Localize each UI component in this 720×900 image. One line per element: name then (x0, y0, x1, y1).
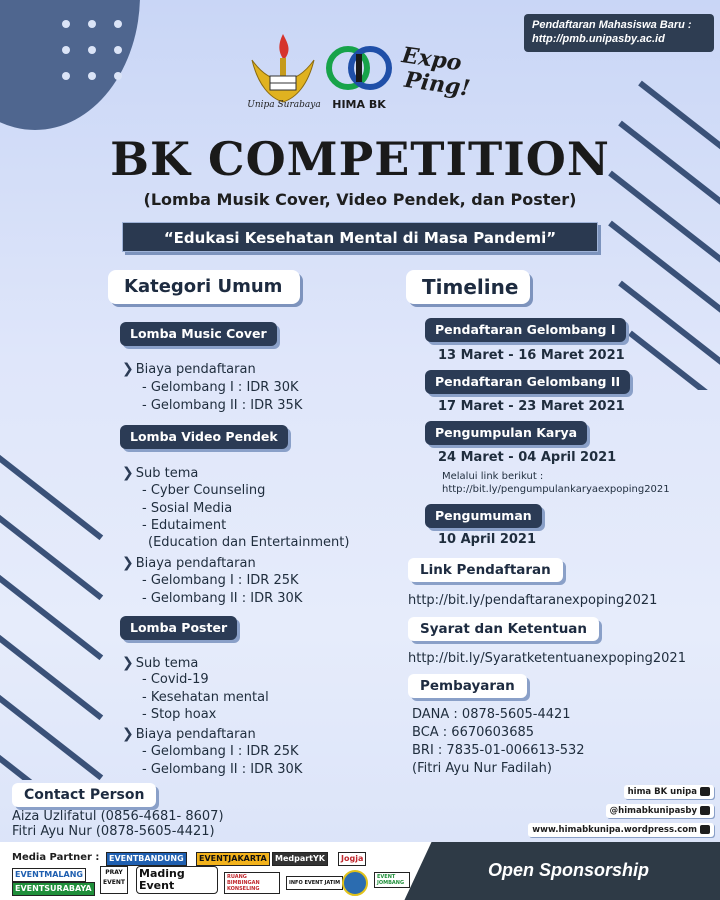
video-subtema-label: ❯ Sub tema (122, 465, 199, 481)
wordpress-icon (700, 825, 710, 834)
partner-logo-pray-event: PRAY EVENT (100, 866, 128, 894)
timeline-item-3-note: Melalui link berikut : (442, 471, 544, 482)
youtube-icon (700, 787, 710, 796)
syarat-ketentuan-label: Syarat dan Ketentuan (408, 617, 599, 641)
timeline-item-1-date: 13 Maret - 16 Maret 2021 (438, 348, 625, 363)
instagram-handle: @himabkunipasby (609, 806, 697, 816)
kategori-heading: Kategori Umum (108, 270, 300, 304)
music-biaya-label: ❯ Biaya pendaftaran (122, 361, 256, 377)
timeline-item-2-date: 17 Maret - 23 Maret 2021 (438, 399, 625, 414)
partner-logo-eventjakarta: EVENTJAKARTA (196, 852, 270, 866)
timeline-item-3-label: Pengumpulan Karya (425, 421, 587, 445)
pembayaran-line-3: BRI : 7835-01-006613-532 (412, 743, 585, 758)
hima-bk-logo-icon (326, 40, 392, 98)
youtube-handle: hima BK unipa (627, 787, 697, 797)
poster-fee-2: - Gelombang II : IDR 30K (142, 762, 303, 777)
pengumpulan-karya-link[interactable]: http://bit.ly/pengumpulankaryaexpoping2021 (442, 484, 670, 495)
theme-banner: “Edukasi Kesehatan Mental di Masa Pandemi” (122, 222, 598, 252)
website-tag[interactable] (528, 823, 714, 837)
unipa-logo-text: Unipa Surabaya (247, 100, 321, 110)
timeline-item-1-label: Pendaftaran Gelombang I (425, 318, 626, 342)
chevron-right-icon: ❯ (122, 655, 134, 671)
partner-logo-ruang-bk: RUANG BIMBINGAN KONSELING (224, 872, 280, 894)
partner-logo-event-jombang: EVENT JOMBANG (374, 872, 410, 888)
expo-ping-logo (397, 43, 475, 101)
timeline-item-2-label: Pendaftaran Gelombang II (425, 370, 630, 394)
chevron-right-icon: ❯ (122, 361, 134, 377)
partner-logo-mading-event: Mading Event (136, 866, 218, 894)
expo-logo-line1: Expo (400, 42, 464, 77)
partner-logo-jogja: Jogja (338, 852, 366, 866)
dots-decoration (60, 18, 130, 88)
link-pendaftaran-url[interactable]: http://bit.ly/pendaftaranexpoping2021 (408, 593, 658, 608)
poster-subtema-1: - Covid-19 (142, 672, 209, 687)
timeline-heading: Timeline (406, 270, 530, 304)
pembayaran-line-1: DANA : 0878-5605-4421 (412, 707, 571, 722)
video-subtema-3: - Edutaiment (142, 518, 227, 533)
video-subtema-2: - Sosial Media (142, 501, 233, 516)
partner-logo-eventbandung: EVENTBANDUNG (106, 852, 187, 866)
lomba-video-pendek-label: Lomba Video Pendek (120, 425, 288, 449)
partner-logo-info-event-jatim: INFO EVENT JATIM (286, 876, 343, 890)
pembayaran-line-4: (Fitri Ayu Nur Fadilah) (412, 761, 552, 776)
poster-biaya-label: ❯ Biaya pendaftaran (122, 726, 256, 742)
poster-fee-1: - Gelombang I : IDR 25K (142, 744, 299, 759)
lomba-music-cover-label: Lomba Music Cover (120, 322, 277, 346)
poster-subtema-3: - Stop hoax (142, 707, 217, 722)
expo-logo-line2: Ping! (402, 66, 472, 102)
chevron-right-icon: ❯ (122, 726, 134, 742)
music-fee-2: - Gelombang II : IDR 35K (142, 398, 303, 413)
page-subtitle: (Lomba Musik Cover, Video Pendek, dan Poster) (143, 190, 577, 209)
hima-bk-logo-text: HIMA BK (332, 98, 386, 111)
link-pendaftaran-label: Link Pendaftaran (408, 558, 563, 582)
instagram-tag[interactable] (606, 804, 714, 818)
registration-badge (524, 14, 714, 52)
pembayaran-line-2: BCA : 6670603685 (412, 725, 535, 740)
poster-subtema-label: ❯ Sub tema (122, 655, 199, 671)
chevron-right-icon: ❯ (122, 555, 134, 571)
website-url: www.himabkunipa.wordpress.com (532, 825, 697, 835)
partner-logo-eventsurabaya: EVENTSURABAYA (12, 882, 95, 896)
syarat-ketentuan-url[interactable]: http://bit.ly/Syaratketentuanexpoping2021 (408, 651, 686, 666)
video-fee-1: - Gelombang I : IDR 25K (142, 573, 299, 588)
contact-line-1: Aiza Uzlifatul (0856-4681- 8607) (12, 809, 224, 824)
video-biaya-label: ❯ Biaya pendaftaran (122, 555, 256, 571)
video-fee-2: - Gelombang II : IDR 30K (142, 591, 303, 606)
poster-subtema-2: - Kesehatan mental (142, 690, 269, 705)
stripes-left-decoration (0, 420, 110, 780)
page-title: BK COMPETITION (110, 132, 610, 186)
pembayaran-label: Pembayaran (408, 674, 527, 698)
timeline-item-4-date: 10 April 2021 (438, 532, 537, 547)
contact-line-2: Fitri Ayu Nur (0878-5605-4421) (12, 824, 215, 839)
music-fee-1: - Gelombang I : IDR 30K (142, 380, 299, 395)
registration-url[interactable]: http://pmb.unipasby.ac.id (532, 33, 665, 45)
partner-logo-eventmalang: EVENTMALANG (12, 868, 86, 882)
partner-logo-medpartyk: MedpartYK (272, 852, 328, 866)
youtube-tag[interactable] (624, 785, 714, 799)
lomba-poster-label: Lomba Poster (120, 616, 237, 640)
partner-logo-circle-icon (342, 870, 368, 896)
timeline-item-4-label: Pengumuman (425, 504, 542, 528)
instagram-icon (700, 806, 710, 815)
video-subtema-4: (Education dan Entertainment) (148, 535, 350, 550)
video-subtema-1: - Cyber Counseling (142, 483, 266, 498)
contact-person-label: Contact Person (12, 783, 156, 807)
media-partner-label: Media Partner : (12, 852, 100, 863)
open-sponsorship-text: Open Sponsorship (488, 860, 650, 880)
timeline-item-3-date: 24 Maret - 04 April 2021 (438, 450, 617, 465)
chevron-right-icon: ❯ (122, 465, 134, 481)
registration-label: Pendaftaran Mahasiswa Baru : (532, 19, 692, 31)
